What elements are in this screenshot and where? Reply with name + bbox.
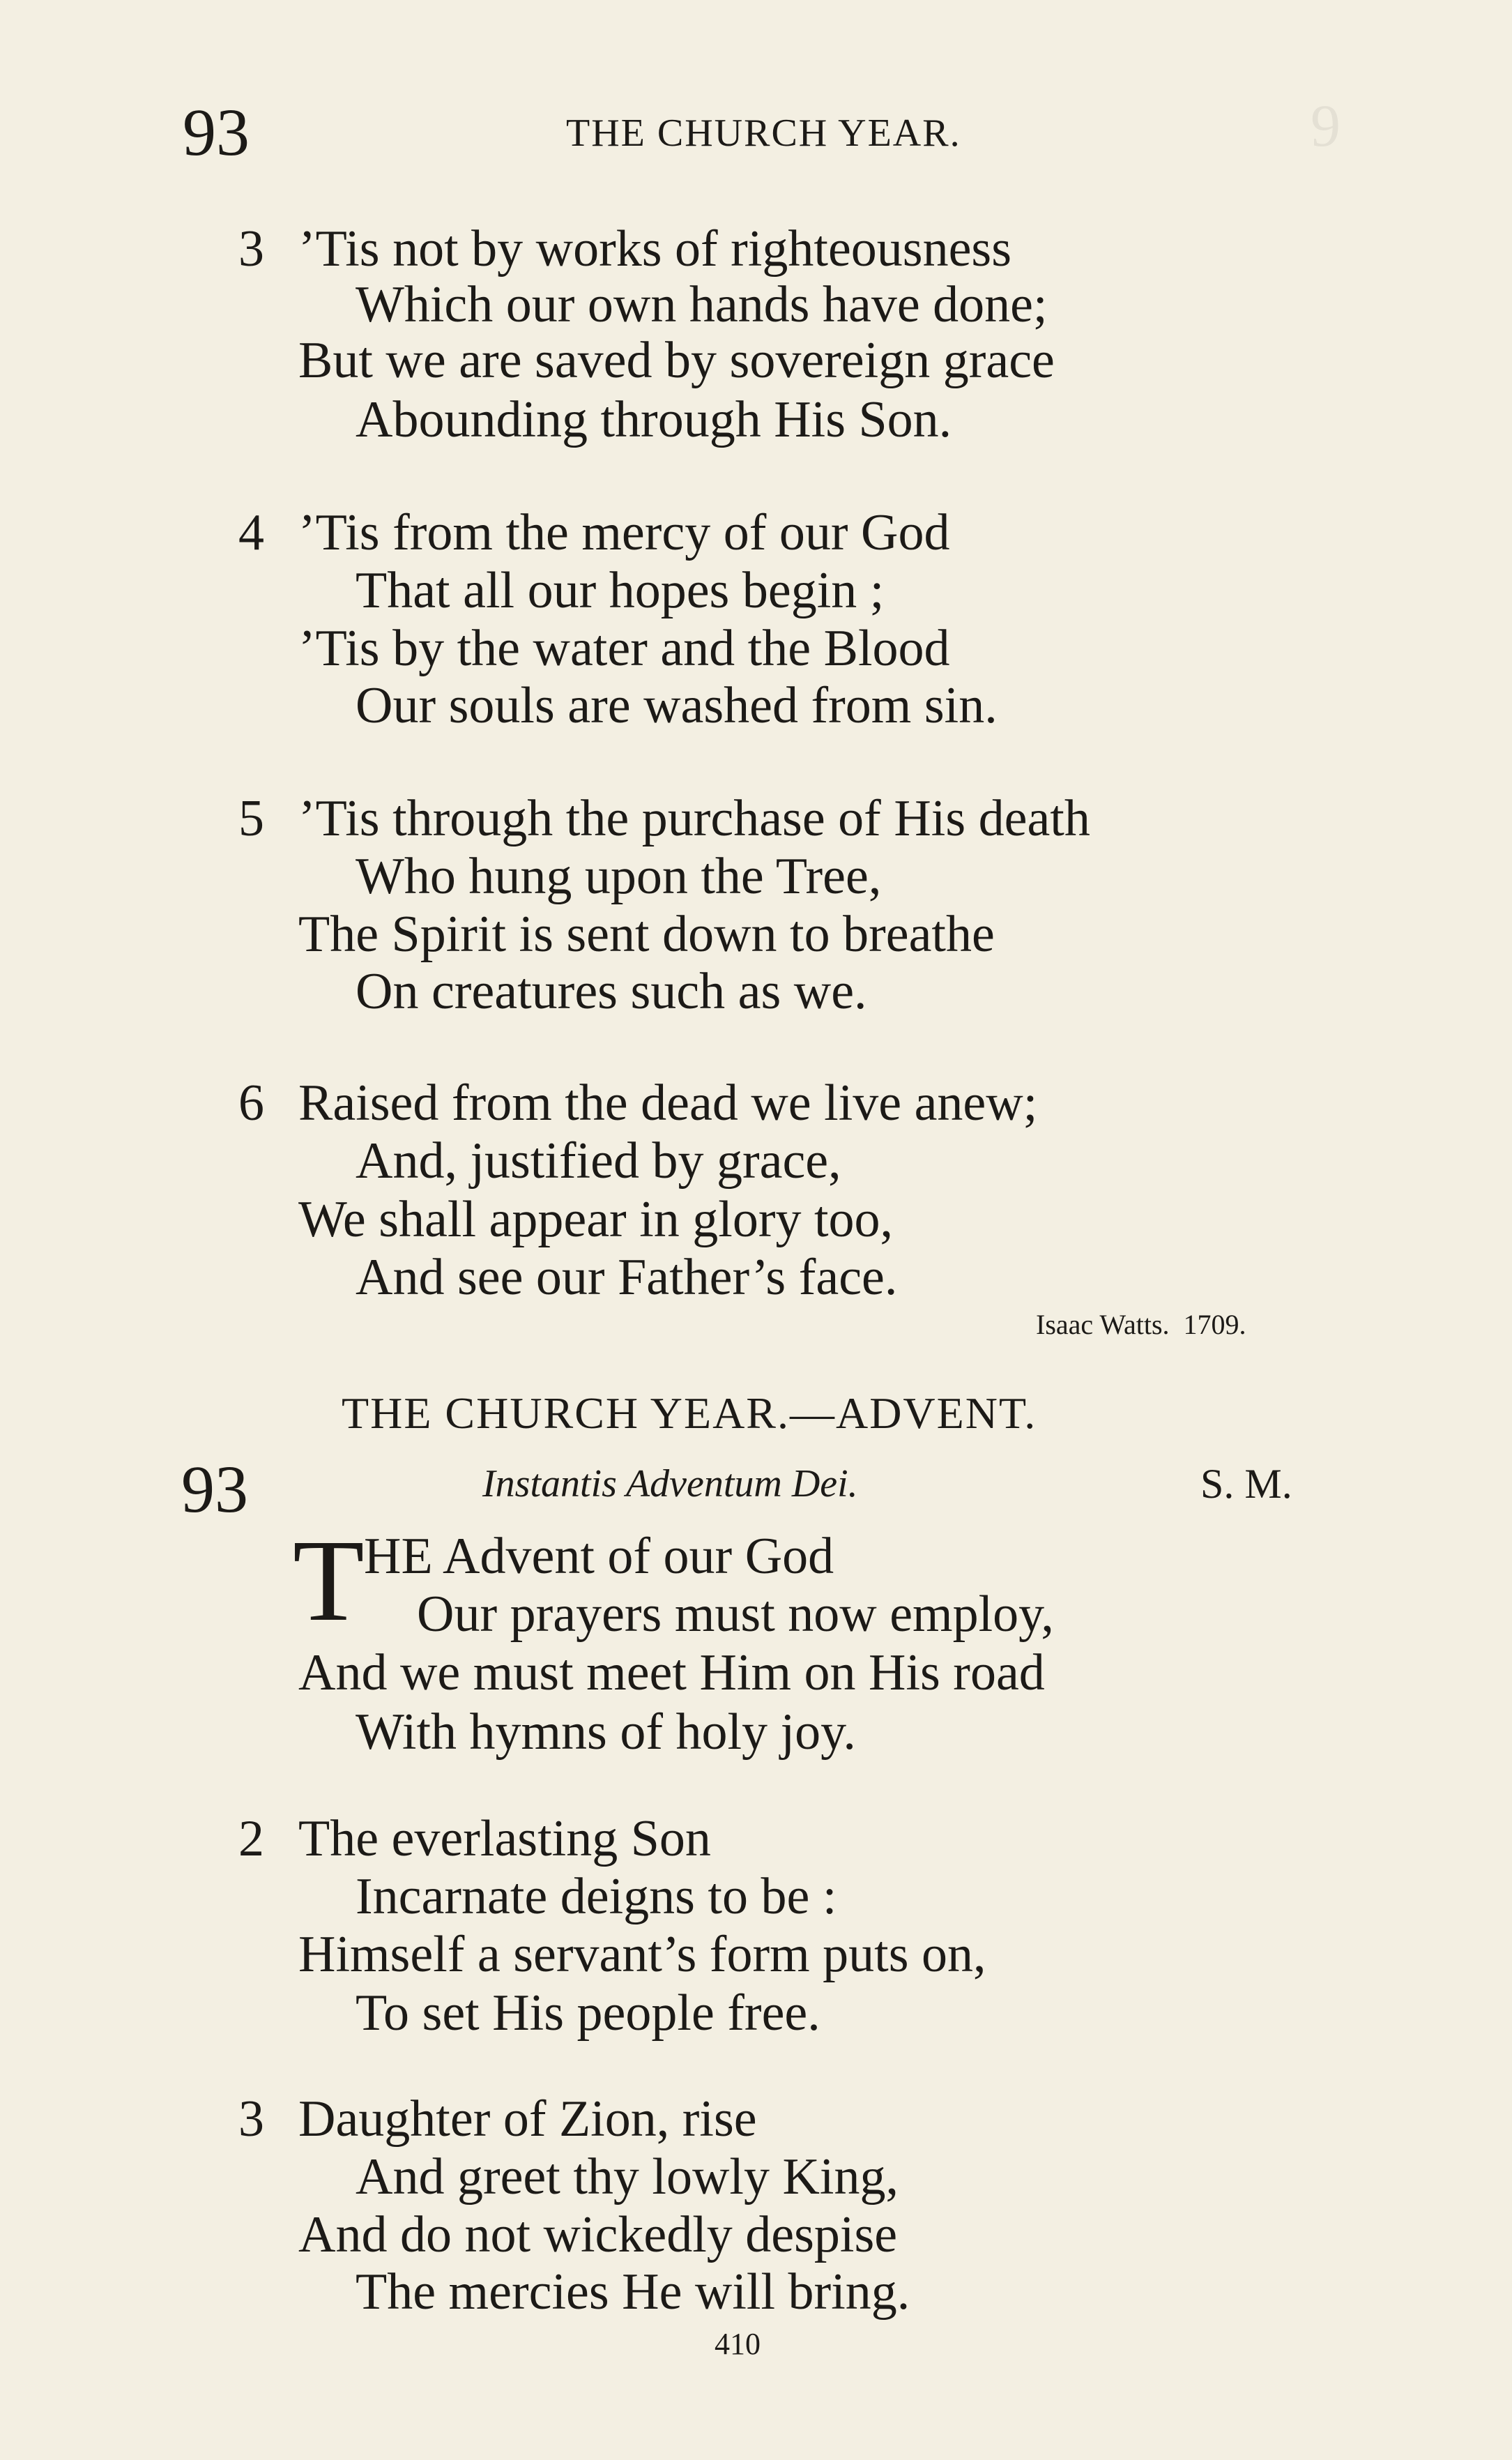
verse-line: ’Tis by the water and the Blood: [298, 620, 950, 677]
verse-line: The everlasting Son: [298, 1810, 711, 1867]
verse-number: 3: [238, 2090, 264, 2148]
verse-line: Which our own hands have done;: [356, 276, 1048, 333]
verse-number: 5: [238, 790, 264, 847]
meter: S. M.: [1200, 1461, 1292, 1507]
verse-line: Who hung upon the Tree,: [356, 848, 882, 905]
latin-title: Instantis Adventum Dei.: [482, 1462, 858, 1505]
page-number: 410: [715, 2327, 761, 2361]
verse-line: ’Tis through the purchase of His death: [298, 790, 1090, 847]
verse-number: 2: [238, 1810, 264, 1867]
verse-line: And greet thy lowly King,: [356, 2148, 899, 2205]
reverse-page-bleed: 9: [1311, 92, 1341, 159]
verse-number: 4: [238, 504, 264, 561]
section-title: THE CHURCH YEAR.—ADVENT.: [342, 1388, 1037, 1438]
verse-line: And do not wickedly despise: [298, 2206, 898, 2263]
verse-line: Raised from the dead we live anew;: [298, 1075, 1038, 1132]
verse-line: And, justified by grace,: [356, 1132, 841, 1190]
verse-line: Our prayers must now employ,: [417, 1586, 1054, 1643]
verse-line: With hymns of holy joy.: [356, 1703, 856, 1761]
verse-line: That all our hopes begin ;: [356, 562, 885, 619]
verse-line: HE Advent of our God: [364, 1528, 834, 1585]
verse-line: Daughter of Zion, rise: [298, 2090, 757, 2148]
header-hymn-number: 93: [183, 95, 250, 169]
drop-cap: T: [293, 1516, 365, 1646]
verse-line: Abounding through His Son.: [356, 391, 952, 448]
verse-line: The mercies He will bring.: [356, 2263, 910, 2321]
verse-line: And see our Father’s face.: [356, 1249, 898, 1306]
running-title: THE CHURCH YEAR.: [566, 112, 961, 155]
verse-line: ’Tis not by works of righteousness: [298, 220, 1012, 278]
verse-line: Our souls are washed from sin.: [356, 677, 998, 734]
author-attribution: Isaac Watts. 1709.: [1036, 1309, 1246, 1340]
verse-line: But we are saved by sovereign grace: [298, 332, 1055, 389]
verse-line: Incarnate deigns to be :: [356, 1868, 837, 1925]
verse-line: On creatures such as we.: [356, 963, 867, 1020]
verse-line: Himself a servant’s form puts on,: [298, 1926, 986, 1983]
verse-line: And we must meet Him on His road: [298, 1644, 1045, 1701]
verse-line: ’Tis from the mercy of our God: [298, 504, 950, 561]
verse-number: 6: [238, 1075, 264, 1132]
hymn-number: 93: [181, 1452, 248, 1526]
verse-line: The Spirit is sent down to breathe: [298, 906, 995, 963]
verse-line: To set His people free.: [356, 1984, 820, 2042]
verse-line: We shall appear in glory too,: [298, 1191, 894, 1248]
verse-number: 3: [238, 220, 264, 278]
